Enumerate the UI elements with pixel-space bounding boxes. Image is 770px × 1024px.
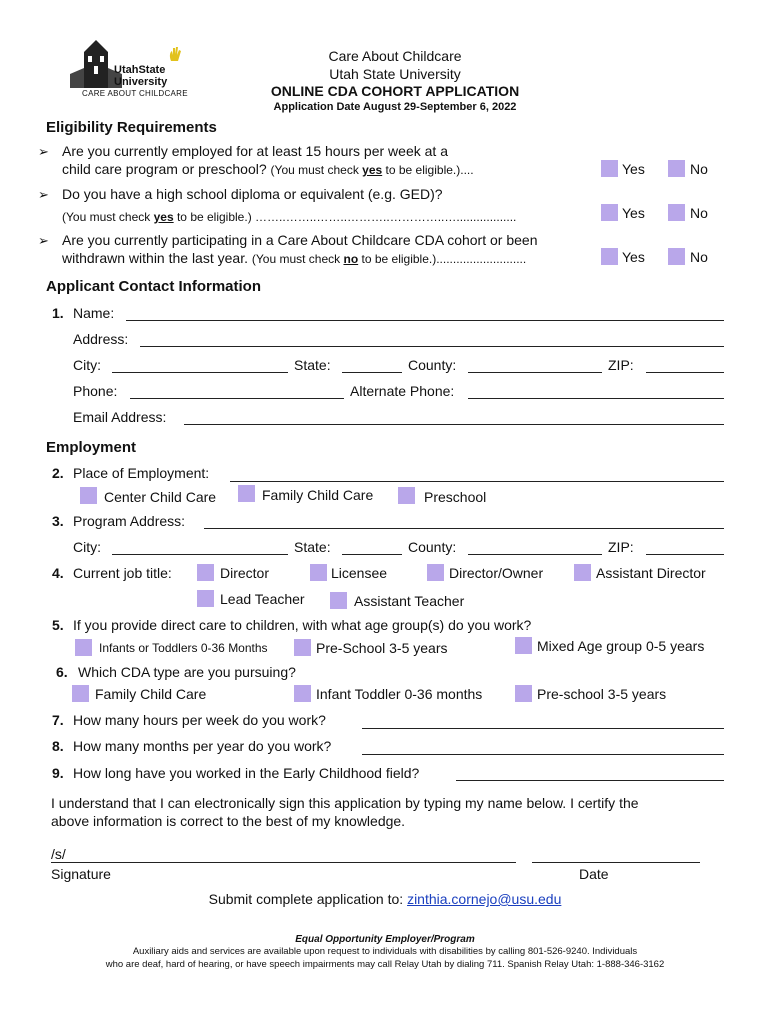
bullet-arrow-icon: ➢ [38,144,49,159]
director-owner-label: Director/Owner [449,565,544,581]
item-number: 7. [52,712,64,728]
program-county-field[interactable] [468,554,602,555]
infants-toddlers-checkbox[interactable] [75,639,92,656]
q5-text: If you provide direct care to children, with what age group(s) do you work? [73,617,532,633]
q1-line1: Are you currently employed for at least 15 hours per week at a [62,143,448,159]
q2-no-checkbox[interactable] [668,204,685,221]
center-child-care-checkbox[interactable] [80,487,97,504]
signature-mark: /s/ [51,846,66,862]
state-field[interactable] [342,372,402,373]
director-owner-checkbox[interactable] [427,564,444,581]
logo-wordmark: UtahState University [114,64,168,88]
submit-email-link[interactable]: zinthia.cornejo@usu.edu [407,891,562,907]
employment-heading: Employment [46,439,137,456]
item-number: 2. [52,465,64,481]
bullet-arrow-icon: ➢ [38,187,49,202]
q3-no-label: No [690,249,708,265]
family-child-care-checkbox[interactable] [238,485,255,502]
job-title-label: Current job title: [73,565,172,581]
city-field[interactable] [112,372,288,373]
eligibility-heading: Eligibility Requirements [46,119,217,136]
item-number: 4. [52,565,64,581]
phone-label: Phone: [73,383,118,399]
cda-family-checkbox[interactable] [72,685,89,702]
program-state-label: State: [294,539,331,555]
footer-line1: Auxiliary aids and services are available upon request to individuals with disabilities by calling 801-526-9240. Individuals [132,946,638,957]
lead-teacher-label: Lead Teacher [220,591,305,607]
signature-label: Signature [51,866,111,882]
zip-label: ZIP: [608,357,634,373]
q3-line1: Are you currently participating in a Care About Childcare CDA cohort or been [62,232,538,248]
submit-text: Submit complete application to: [208,891,408,907]
q1-note: (You must check yes to be eligible.).... [270,163,474,177]
cda-preschool-label: Pre-school 3-5 years [537,686,667,702]
q7-text: How many hours per week do you work? [73,712,326,728]
page-title: ONLINE CDA COHORT APPLICATION [270,83,520,99]
contact-heading: Applicant Contact Information [46,278,261,295]
certify-line2: above information is correct to the best of my knowledge. [51,813,406,829]
county-label: County: [408,357,457,373]
address-label: Address: [73,331,129,347]
date-field[interactable] [532,862,700,863]
assistant-director-label: Assistant Director [596,565,706,581]
email-label: Email Address: [73,409,167,425]
q2-line1: Do you have a high school diploma or equivalent (e.g. GED)? [62,186,443,202]
submit-line [0,891,770,907]
handprint-icon [168,46,182,62]
preschool-label: Preschool [424,489,487,505]
q2-note: (You must check yes to be eligible.) ……..……..……..………..…………..….................. [62,210,517,224]
q9-text: How long have you worked in the Early Childhood field? [73,765,420,781]
application-dates: Application Date August 29-September 6, 2022 [273,101,517,113]
experience-field[interactable] [456,780,724,781]
q3-yes-checkbox[interactable] [601,248,618,265]
alt-phone-field[interactable] [468,398,724,399]
q8-text: How many months per year do you work? [73,738,332,754]
county-field[interactable] [468,372,602,373]
cda-infant-checkbox[interactable] [294,685,311,702]
program-state-field[interactable] [342,554,402,555]
certify-line1: I understand that I can electronically sign this application by typing my name below. I certify the [51,795,639,811]
licensee-label: Licensee [331,565,388,581]
name-label: Name: [73,305,115,321]
lead-teacher-checkbox[interactable] [197,590,214,607]
q1-no-checkbox[interactable] [668,160,685,177]
q3-text: withdrawn within the last year. [62,250,248,266]
usu-logo [66,38,201,100]
footer-line2: who are deaf, hard of hearing, or have speech impairments may call Relay Utah by dialing 711. Spanish Relay Utah: 1-888-346-3162 [105,959,665,970]
header-org: Care About Childcare [328,48,462,64]
state-label: State: [294,357,331,373]
alt-phone-label: Alternate Phone: [350,383,455,399]
q1-no-label: No [690,161,708,177]
age-preschool-checkbox[interactable] [294,639,311,656]
cda-infant-label: Infant Toddler 0-36 months [316,686,483,702]
q6-text: Which CDA type are you pursuing? [78,664,296,680]
item-number: 8. [52,738,64,754]
item-number: 9. [52,765,64,781]
date-label: Date [579,866,609,882]
q1-line2 [62,161,474,177]
q2-yes-label: Yes [622,205,645,221]
q2-no-label: No [690,205,708,221]
logo-caption: CARE ABOUT CHILDCARE [82,89,188,98]
q1-yes-label: Yes [622,161,645,177]
q3-line2 [62,250,526,266]
q3-no-checkbox[interactable] [668,248,685,265]
assistant-teacher-checkbox[interactable] [330,592,347,609]
assistant-director-checkbox[interactable] [574,564,591,581]
eoe-statement: Equal Opportunity Employer/Program [295,934,475,945]
program-address-field[interactable] [204,528,724,529]
assistant-teacher-label: Assistant Teacher [354,593,465,609]
program-county-label: County: [408,539,457,555]
email-field[interactable] [184,424,724,425]
mixed-age-label: Mixed Age group 0-5 years [537,638,705,654]
months-field[interactable] [362,754,724,755]
q1-yes-checkbox[interactable] [601,160,618,177]
item-number: 1. [52,305,64,321]
licensee-checkbox[interactable] [310,564,327,581]
preschool-checkbox[interactable] [398,487,415,504]
q1-text: child care program or preschool? [62,161,267,177]
infants-toddlers-label: Infants or Toddlers 0-36 Months [99,641,268,655]
name-field[interactable] [126,320,724,321]
cda-family-label: Family Child Care [95,686,207,702]
director-checkbox[interactable] [197,564,214,581]
family-child-care-label: Family Child Care [262,487,374,503]
bullet-arrow-icon: ➢ [38,233,49,248]
signature-field[interactable] [51,862,516,863]
q3-yes-label: Yes [622,249,645,265]
city-label: City: [73,357,101,373]
hours-field[interactable] [362,728,724,729]
program-zip-label: ZIP: [608,539,634,555]
q2-yes-checkbox[interactable] [601,204,618,221]
age-preschool-label: Pre-School 3-5 years [316,640,448,656]
program-city-field[interactable] [112,554,288,555]
place-field[interactable] [230,481,724,482]
item-number: 5. [52,617,64,633]
header-university: Utah State University [329,66,461,82]
place-label: Place of Employment: [73,465,210,481]
q3-note: (You must check no to be eligible.)........................... [251,252,527,266]
phone-field[interactable] [130,398,344,399]
program-city-label: City: [73,539,101,555]
item-number: 3. [52,513,64,529]
zip-field[interactable] [646,372,724,373]
item-number: 6. [56,664,68,680]
director-label: Director [220,565,270,581]
cda-preschool-checkbox[interactable] [515,685,532,702]
program-address-label: Program Address: [73,513,186,529]
program-zip-field[interactable] [646,554,724,555]
center-child-care-label: Center Child Care [104,489,217,505]
address-field[interactable] [140,346,724,347]
mixed-age-checkbox[interactable] [515,637,532,654]
